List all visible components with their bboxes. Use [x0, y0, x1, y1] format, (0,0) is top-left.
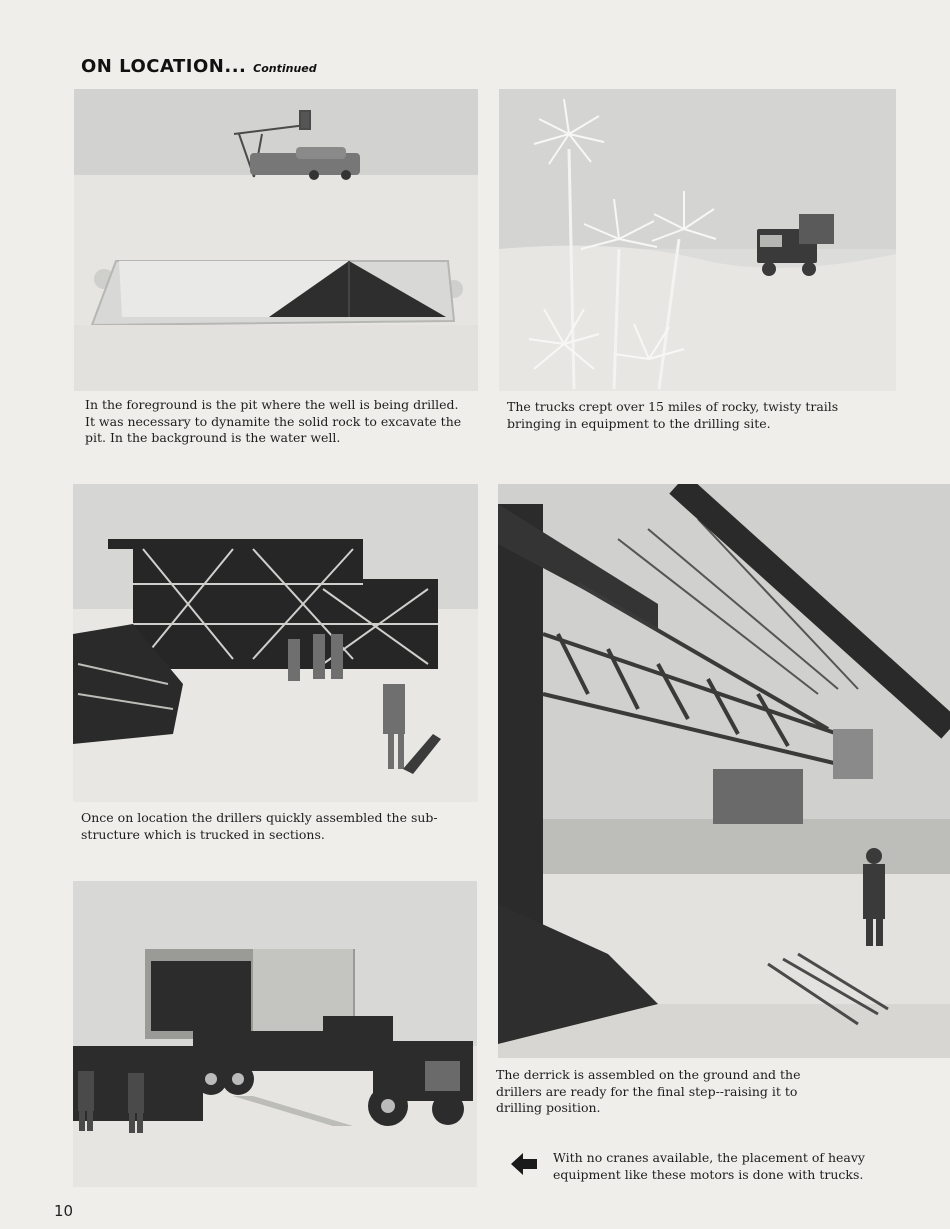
- photo-trucks: [499, 89, 896, 391]
- page-number: 10: [54, 1202, 74, 1220]
- caption-substructure: Once on location the drillers quickly assembled the sub-structure which is trucked in sections.: [81, 810, 438, 842]
- photo-motors: [73, 881, 477, 1187]
- caption-pit: In the foreground is the pit where the well is being drilled. It was necessary to dynamite the solid rock to excavate the pit. In the background is the water well.: [85, 397, 462, 445]
- caption-derrick: The derrick is assembled on the ground and the drillers are ready for the final step--raising it to drilling position.: [496, 1067, 801, 1115]
- title-continued: Continued: [253, 62, 317, 75]
- photo-derrick: [498, 484, 950, 1058]
- photo-substructure: [73, 484, 478, 802]
- caption-motors: With no cranes available, the placement of heavy equipment like these motors is done with trucks.: [553, 1150, 865, 1182]
- left-arrow-icon: [511, 1153, 537, 1175]
- title-text: ON LOCATION: [81, 56, 225, 77]
- page-title: [81, 56, 317, 77]
- title-ellipsis: ...: [224, 56, 247, 77]
- caption-trucks: The trucks crept over 15 miles of rocky, twisty trails bringing in equipment to the drilling site.: [507, 399, 839, 431]
- photo-pit: [74, 89, 478, 391]
